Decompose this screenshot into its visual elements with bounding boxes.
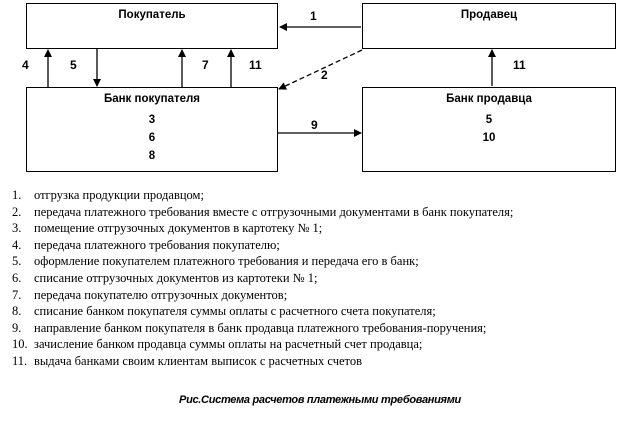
legend-number: 9. xyxy=(12,320,22,335)
legend-text: оформление покупателем платежного требования и передача его в банк; xyxy=(34,254,419,269)
legend-number: 2. xyxy=(12,204,22,219)
legend-number: 7. xyxy=(12,287,22,302)
arrow-label-11-right: 11 xyxy=(513,58,526,72)
buyer-box xyxy=(26,3,278,49)
arrow-label-11-left: 11 xyxy=(249,58,262,72)
legend-item xyxy=(12,220,602,237)
legend-number: 4. xyxy=(12,237,22,252)
legend-item xyxy=(12,253,602,270)
legend-number: 6. xyxy=(12,270,22,285)
seller-bank-number: 5 xyxy=(485,114,493,126)
legend-text: помещение отгрузочных документов в картотеку № 1; xyxy=(34,221,323,236)
seller-bank-box xyxy=(362,87,616,172)
arrow-label-2: 2 xyxy=(321,68,328,82)
buyer-bank-title: Банк покупателя xyxy=(103,93,201,105)
legend-text: передача платежного требования вместе с отгрузочными документами в банк покупателя; xyxy=(34,204,514,219)
legend-list xyxy=(12,187,602,370)
legend-number: 5. xyxy=(12,254,22,269)
legend-text: передача платежного требования покупателю; xyxy=(34,237,280,252)
legend-item xyxy=(12,303,602,320)
legend-item xyxy=(12,336,602,353)
legend-text: передача покупателю отгрузочных документов; xyxy=(34,287,288,302)
legend-item xyxy=(12,187,602,204)
buyer-bank-number: 3 xyxy=(148,114,156,126)
buyer-title: Покупатель xyxy=(118,9,186,21)
buyer-bank-number: 8 xyxy=(148,150,156,162)
legend-item xyxy=(12,353,602,370)
legend-text: списание банком покупателя суммы оплаты с расчетного счета покупателя; xyxy=(34,304,436,319)
legend-number: 8. xyxy=(12,304,22,319)
legend-text: отгрузка продукции продавцом; xyxy=(34,188,204,202)
arrow-label-1: 1 xyxy=(310,9,317,23)
arrow-label-5: 5 xyxy=(70,58,77,72)
figure-caption: Рис.Система расчетов платежными требованиями xyxy=(179,394,461,406)
legend-text: направление банком покупателя в банк продавца платежного требования-поручения; xyxy=(34,320,487,335)
legend-number: 3. xyxy=(12,221,22,236)
arrow-label-7: 7 xyxy=(202,58,209,72)
legend-item xyxy=(12,204,602,221)
legend-item xyxy=(12,287,602,304)
seller-box xyxy=(362,3,616,49)
legend-number: 1. xyxy=(12,188,22,202)
legend-text: списание отгрузочных документов из картотеки № 1; xyxy=(34,270,318,285)
legend-text: зачисление банком продавца суммы оплаты на расчетный счет продавца; xyxy=(34,337,423,352)
legend-text: выдача банками своим клиентам выписок с расчетных счетов xyxy=(34,353,362,368)
seller-bank-title: Банк продавца xyxy=(446,93,532,105)
legend-item xyxy=(12,270,602,287)
seller-bank-number: 10 xyxy=(482,132,496,144)
buyer-bank-number: 6 xyxy=(148,132,156,144)
arrow-label-4: 4 xyxy=(22,58,29,72)
legend-number: 11. xyxy=(12,353,28,368)
legend-number: 10. xyxy=(12,337,28,352)
arrow-label-9: 9 xyxy=(311,118,318,132)
legend-item xyxy=(12,320,602,337)
legend-item xyxy=(12,237,602,254)
buyer-bank-box xyxy=(26,87,278,172)
seller-title: Продавец xyxy=(460,9,518,21)
